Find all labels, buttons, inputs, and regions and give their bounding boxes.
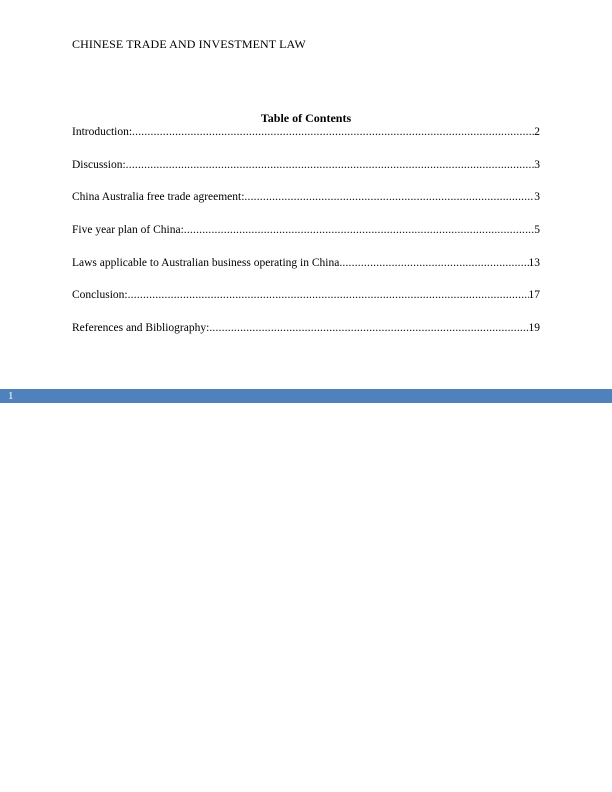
toc-entry-page: 17 [528, 289, 540, 302]
toc-entry-page: 5 [534, 224, 540, 237]
toc-entry-label: References and Bibliography: [72, 322, 210, 335]
toc-entry-label: Introduction: [72, 126, 133, 138]
toc-entry-page: 13 [528, 256, 540, 269]
toc-entry-label: China Australia free trade agreement: [72, 191, 245, 204]
toc-leader-dots [184, 224, 534, 236]
toc-entry-label: Laws applicable to Australian business operating in China [72, 256, 340, 269]
toc-entry-conclusion[interactable] [72, 289, 540, 322]
toc-leader-dots [128, 289, 529, 301]
toc-entry-page: 3 [534, 158, 540, 171]
toc-title: Table of Contents [260, 111, 352, 125]
toc-entry-label: Conclusion: [72, 289, 128, 302]
toc-entry-applicable-laws[interactable] [72, 257, 540, 290]
toc-entry-references[interactable] [72, 322, 540, 355]
toc-entry-china-australia-fta[interactable] [72, 191, 540, 224]
toc-entry-page: 3 [534, 191, 540, 204]
running-header: CHINESE TRADE AND INVESTMENT LAW [72, 37, 306, 51]
page-number: 1 [8, 390, 14, 402]
footer-bar [0, 389, 612, 403]
toc-leader-dots [244, 191, 534, 203]
toc-entry-five-year-plan[interactable] [72, 224, 540, 257]
toc-entry-page: 2 [534, 126, 540, 138]
table-of-contents [72, 126, 540, 355]
toc-leader-dots [209, 322, 528, 334]
toc-leader-dots [126, 159, 535, 171]
toc-entry-introduction[interactable] [72, 126, 540, 159]
toc-leader-dots [132, 126, 534, 138]
toc-entry-label: Five year plan of China: [72, 224, 184, 237]
toc-entry-page: 19 [528, 322, 540, 335]
toc-leader-dots [339, 257, 528, 269]
toc-entry-label: Discussion: [72, 158, 126, 171]
toc-entry-discussion[interactable] [72, 159, 540, 192]
